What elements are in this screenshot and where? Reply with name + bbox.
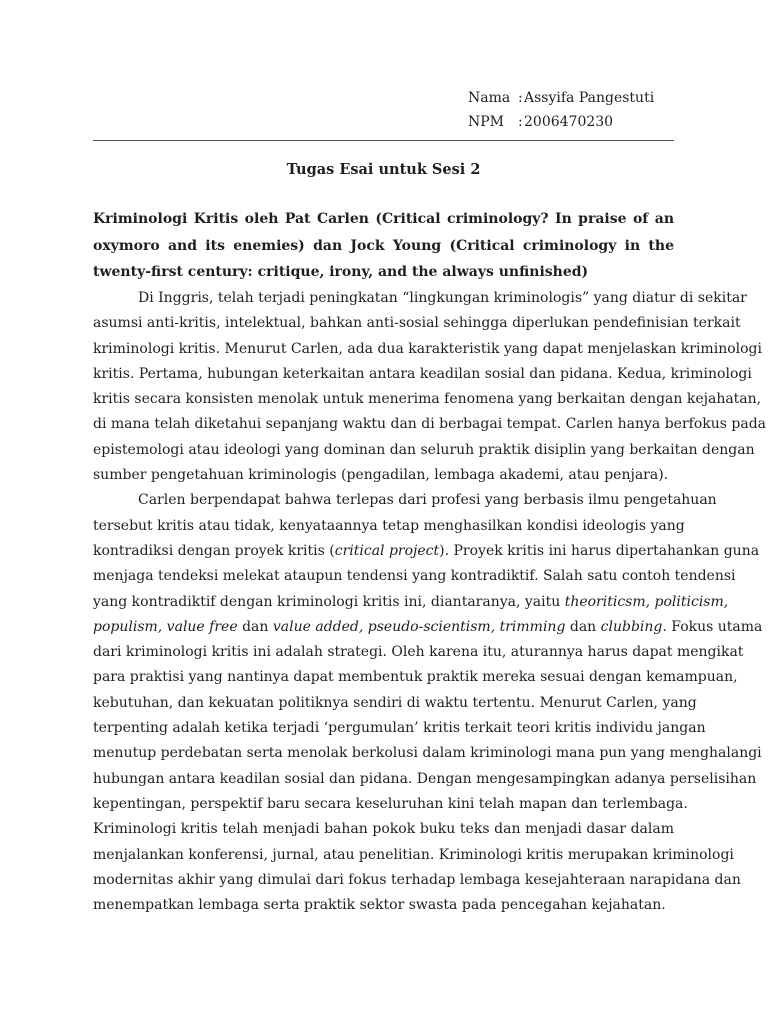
body-line: Di Inggris, telah terjadi peningkatan “lingkungan kriminologis” yang diatur di sekitar	[138, 290, 747, 306]
italic-term: populism, value free	[93, 618, 238, 635]
section-heading: Kriminologi Kritis oleh Pat Carlen (Critical criminology? In praise of an oxymoro and its enemies) dan Jock Young (Critical criminology in the twenty-first century: critique, irony, and the always unfinished)	[93, 211, 674, 280]
body-line: tersebut kritis atau tidak, kenyataannya tetap menghasilkan kondisi ideologis yang	[93, 517, 685, 534]
body-line: kepentingan, perspektif baru secara keseluruhan kini telah mapan dan terlembaga.	[93, 795, 688, 812]
npm-value: 2006470230	[524, 114, 614, 130]
body-line: epistemologi atau ideologi yang dominan dan seluruh praktik disiplin yang berkaitan dengan	[93, 441, 755, 458]
body-text: dan	[237, 618, 273, 635]
body-line: dari kriminologi kritis ini adalah strategi. Oleh karena itu, aturannya harus dapat mengikat	[93, 644, 744, 661]
document-title: Tugas Esai untuk Sesi 2	[286, 161, 481, 178]
body-line: terpenting adalah ketika terjadi ‘pergumulan’ kritis terkait teori kritis individu jangan	[93, 720, 706, 737]
body-line	[93, 539, 760, 564]
body-line: para praktisi yang nantinya dapat membentuk praktik mereka sesuai dengan kemampuan,	[93, 669, 738, 686]
name-separator: :	[518, 90, 523, 106]
body-line: modernitas akhir yang dimulai dari fokus terhadap lembaga kesejahteraan narapidana dan	[93, 871, 741, 888]
body-line: menempatkan lembaga serta praktik sektor swasta pada pencegahan kejahatan.	[93, 897, 666, 914]
body-text: ). Proyek kritis ini harus dipertahankan guna	[439, 542, 760, 559]
body-line: asumsi anti-kritis, intelektual, bahkan anti-sosial sehingga diperlukan pendefinisian terkait	[93, 315, 741, 332]
body-line	[93, 590, 729, 615]
body-text: yang kontradiktif dengan kriminologi kritis ini, diantaranya, yaitu	[93, 593, 565, 610]
body-line: hubungan antara keadilan sosial dan pidana. Dengan mengesampingkan adanya perselisihan	[93, 770, 757, 787]
body-line	[93, 615, 763, 640]
name-value: Assyifa Pangestuti	[524, 90, 655, 106]
body-text: . Fokus utama	[662, 618, 763, 635]
header-divider	[93, 140, 674, 141]
body-line: menutup perdebatan serta menolak berkolusi dalam kriminologi mana pun yang menghalangi	[93, 745, 762, 762]
body-line: kritis. Pertama, hubungan keterkaitan antara keadilan sosial dan pidana. Kedua, kriminologi	[93, 365, 752, 382]
body-line: sumber pengetahuan kriminologis (pengadilan, lembaga akademi, atau penjara).	[93, 467, 669, 484]
body-line: di mana telah diketahui sepanjang waktu dan di berbagai tempat. Carlen hanya berfokus pada	[93, 416, 767, 433]
npm-separator: :	[518, 114, 523, 130]
body-line: Carlen berpendapat bahwa terlepas dari profesi yang berbasis ilmu pengetahuan	[138, 492, 717, 509]
body-line: kritis secara konsisten menolak untuk menerima fenomena yang berkaitan dengan kejahatan,	[93, 391, 762, 408]
italic-term: critical project	[334, 542, 440, 559]
body-line: menjaga tendeksi melekat ataupun tendensi yang kontradiktif. Salah satu contoh tendensi	[93, 568, 736, 585]
body-line: kriminologi kritis. Menurut Carlen, ada dua karakteristik yang dapat menjelaskan kriminologi	[93, 340, 762, 357]
body-line: Kriminologi kritis telah menjadi bahan pokok buku teks dan menjadi dasar dalam	[93, 821, 674, 838]
body-text: dan	[565, 618, 601, 635]
body-line: kebutuhan, dan kekuatan politiknya sendiri di waktu tertentu. Menurut Carlen, yang	[93, 694, 697, 711]
italic-term: theoriticsm, politicism,	[564, 593, 729, 610]
npm-label: NPM	[468, 114, 505, 130]
name-label: Nama	[468, 90, 511, 106]
student-info	[468, 86, 654, 134]
italic-term: clubbing	[600, 618, 663, 635]
name-row	[468, 86, 654, 110]
npm-row	[468, 110, 654, 134]
italic-term: value added, pseudo-scientism, trimming	[272, 618, 566, 635]
body-line: menjalankan konferensi, jurnal, atau penelitian. Kriminologi kritis merupakan kriminologi	[93, 846, 734, 863]
essay-body	[93, 286, 767, 918]
body-text: kontradiksi dengan proyek kritis (	[93, 542, 335, 559]
